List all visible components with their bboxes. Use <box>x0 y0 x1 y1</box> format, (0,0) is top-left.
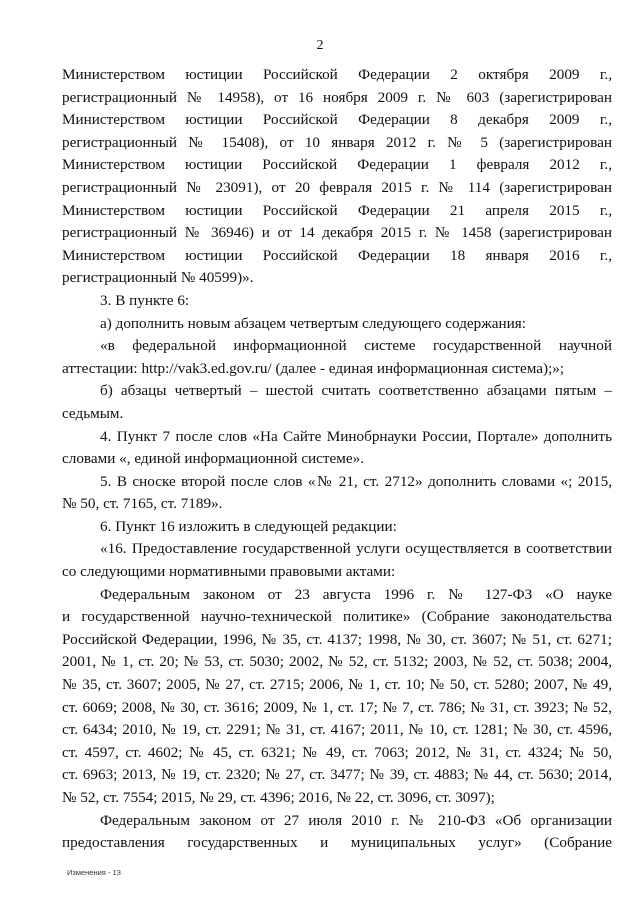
text-line: аттестации: http://vak3.ed.gov.ru/ (далее - единая информационная система);»; <box>62 359 565 377</box>
text-line: предоставления государственных и муниципальных услуг» (Собрание <box>62 834 612 852</box>
text-line: Российской Федерации, 1996, № 35, ст. 4137; 1998, № 30, ст. 3607; № 51, ст. 6271; <box>62 630 612 648</box>
text-line: а) дополнить новым абзацем четвертым следующего содержания: <box>100 314 526 332</box>
text-line: Министерством юстиции Российской Федерации 1 февраля 2012 г., <box>62 156 612 174</box>
text-line: 5. В сноске второй после слов «№ 21, ст. 2712» дополнить словами «; 2015, <box>100 472 612 490</box>
text-line: Министерством юстиции Российской Федерации 8 декабря 2009 г., <box>62 111 612 129</box>
text-line: 2001, № 1, ст. 20; № 53, ст. 5030; 2002, № 52, ст. 5132; 2003, № 52, ст. 5038; 2004, <box>62 653 612 671</box>
text-line: со следующими нормативными правовыми актами: <box>62 563 396 581</box>
text-line: б) абзацы четвертый – шестой считать соответственно абзацами пятым – <box>100 382 612 400</box>
text-line: «в федеральной информационной системе государственной научной <box>100 337 612 355</box>
text-line: регистрационный № 40599)». <box>62 269 254 287</box>
text-line: Федеральным законом от 27 июля 2010 г. № 210-ФЗ «Об организации <box>100 811 612 829</box>
text-line: и государственной научно-технической политике» (Собрание законодательства <box>62 608 612 626</box>
document-body <box>62 64 612 855</box>
text-line: Министерством юстиции Российской Федерации 18 января 2016 г., <box>62 246 612 264</box>
text-line: Министерством юстиции Российской Федерации 21 апреля 2015 г., <box>62 201 612 219</box>
text-line: «16. Предоставление государственной услуги осуществляется в соответствии <box>100 540 612 558</box>
text-line: седьмым. <box>62 404 124 422</box>
text-line: регистрационный № 23091), от 20 февраля 2015 г. № 114 (зарегистрирован <box>62 178 612 196</box>
text-line: № 35, ст. 3607; 2005, № 27, ст. 2715; 2006, № 1, ст. 10; № 50, ст. 5280; 2007, № 49, <box>62 676 612 694</box>
text-line: Министерством юстиции Российской Федерации 2 октября 2009 г., <box>62 66 612 83</box>
text-line: 6. Пункт 16 изложить в следующей редакции: <box>100 517 397 535</box>
text-line: ст. 6963; 2013, № 19, ст. 2320; № 27, ст. 3477; № 39, ст. 4883; № 44, ст. 5630; 2014, <box>62 766 612 784</box>
text-line: № 52, ст. 7554; 2015, № 29, ст. 4396; 2016, № 22, ст. 3096, ст. 3097); <box>62 789 495 806</box>
text-line: 4. Пункт 7 после слов «На Сайте Минобрнауки России, Портале» дополнить <box>100 427 612 445</box>
page-footer: Изменения - 13 <box>67 868 121 877</box>
page-number: 2 <box>316 38 324 53</box>
text-line: Федеральным законом от 23 августа 1996 г. № 127-ФЗ «О науке <box>100 585 612 603</box>
text-line: регистрационный № 36946) и от 14 декабря 2015 г. № 1458 (зарегистрирован <box>62 224 612 242</box>
text-line: регистрационный № 15408), от 10 января 2012 г. № 5 (зарегистрирован <box>62 133 612 151</box>
text-line: № 50, ст. 7165, ст. 7189». <box>62 495 223 513</box>
text-line: регистрационный № 14958), от 16 ноября 2009 г. № 603 (зарегистрирован <box>62 88 612 106</box>
text-line: ст. 6434; 2010, № 19, ст. 2291; № 31, ст. 4167; 2011, № 10, ст. 1281; № 30, ст. 4596, <box>62 721 612 739</box>
text-line: ст. 4597, ст. 4602; № 45, ст. 6321; № 49, ст. 7063; 2012, № 31, ст. 4324; № 50, <box>62 743 612 761</box>
text-line: словами «, единой информационной системе». <box>62 450 365 468</box>
text-line: 3. В пункте 6: <box>100 291 190 309</box>
text-line: ст. 6069; 2008, № 30, ст. 3616; 2009, № 1, ст. 17; № 7, ст. 786; № 31, ст. 3923; № 52, <box>62 698 612 716</box>
